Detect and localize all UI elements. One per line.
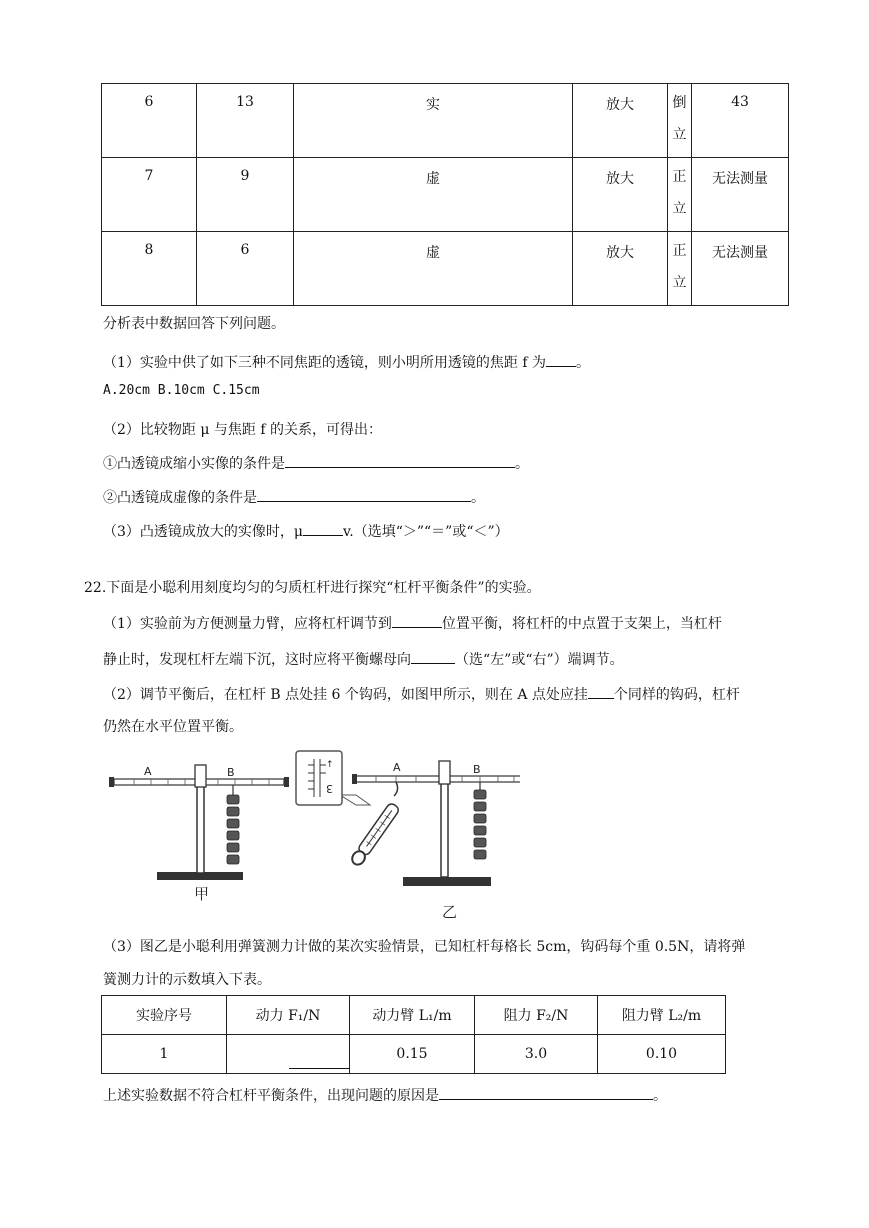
cell-orientation: 倒立 (668, 84, 692, 158)
cell-object-distance: 13 (197, 84, 294, 158)
cell-image-size: 放大 (573, 232, 668, 306)
q21-condition1-text: ①凸透镜成缩小实像的条件是 (103, 456, 285, 472)
cell-image-distance: 43 (692, 84, 789, 158)
q21-condition1 (103, 453, 529, 473)
header-cell: 阻力臂 L₂/m (598, 996, 726, 1035)
q21-part1-text: （1）实验中供了如下三种不同焦距的透镜，则小明所用透镜的焦距 f 为 (103, 355, 546, 371)
q22-part1-text-a: （1）实验前为方便测量力臂，应将杠杆调节到 (103, 616, 392, 632)
answer-blank[interactable] (392, 613, 442, 628)
cell-image-nature: 虚 (294, 232, 573, 306)
point-a-label: A (144, 765, 152, 778)
header-cell: 动力 F₁/N (227, 996, 350, 1035)
stand-pole (197, 773, 204, 873)
q21-part3 (103, 521, 509, 541)
inset-number: 3 (326, 782, 333, 795)
balance-nut-right (284, 777, 289, 787)
q22-part2-text-b: 个同样的钩码，杠杆 (613, 687, 740, 703)
table-row (102, 232, 789, 306)
pivot (439, 761, 450, 784)
header-cell: 阻力 F₂/N (475, 996, 598, 1035)
q22-part1-line2 (103, 649, 624, 669)
lens-data-table (101, 83, 789, 306)
q22-conclusion-text: 上述实验数据不符合杠杆平衡条件，出现问题的原因是 (103, 1088, 439, 1104)
answer-blank[interactable] (588, 684, 614, 699)
cell-index: 8 (102, 232, 197, 306)
answer-blank[interactable] (257, 487, 471, 502)
cell-image-nature: 虚 (294, 158, 573, 232)
q21-part1 (103, 352, 590, 372)
lever-setup-yi (296, 751, 520, 921)
point-b-label: B (227, 766, 235, 779)
lever-setup-jia (109, 765, 289, 903)
cell-index: 7 (102, 158, 197, 232)
q21-condition2-text: ②凸透镜成虚像的条件是 (103, 490, 257, 506)
table-row (102, 158, 789, 232)
cell-force-blank[interactable] (227, 1035, 350, 1074)
q22-part3-line2: 簧测力计的示数填入下表。 (103, 972, 271, 988)
figure-label-jia: 甲 (194, 885, 210, 903)
table-row (102, 1035, 726, 1074)
q21-condition1-end: 。 (515, 456, 529, 472)
cell-image-nature: 实 (294, 84, 573, 158)
q21-options: A.20cm B.10cm C.15cm (103, 383, 260, 398)
cell-index: 6 (102, 84, 197, 158)
q22-part1-line1 (103, 613, 722, 633)
q22-part1-text-b: 位置平衡，将杠杆的中点置于支架上，当杠杆 (441, 616, 722, 632)
cell-trial: 1 (102, 1035, 227, 1074)
lever-figure (100, 745, 520, 925)
cell-object-distance: 6 (197, 232, 294, 306)
q21-intro: 分析表中数据回答下列问题。 (103, 316, 285, 332)
answer-blank[interactable] (439, 1085, 653, 1100)
point-a-label: A (393, 761, 401, 774)
header-cell: 实验序号 (102, 996, 227, 1035)
answer-blank[interactable] (303, 521, 343, 536)
q21-part2: （2）比较物距 μ 与焦距 f 的关系，可得出： (103, 422, 382, 438)
q22-part2-text-a: （2）调节平衡后，在杠杆 B 点处挂 6 个钩码，如图甲所示，则在 A 点处应挂 (103, 687, 588, 703)
q22-part1-text-d: （选“左”或“右”）端调节。 (455, 652, 624, 668)
figure-label-yi: 乙 (442, 903, 458, 921)
q21-condition2 (103, 487, 485, 507)
q21-condition2-end: 。 (471, 490, 485, 506)
q21-part1-end: 。 (576, 355, 590, 371)
cell-image-distance: 无法测量 (692, 232, 789, 306)
hook-weights (227, 795, 239, 864)
header-cell: 动力臂 L₁/m (350, 996, 475, 1035)
point-b-label: B (473, 763, 481, 776)
q22-part2-line2: 仍然在水平位置平衡。 (103, 719, 243, 735)
cell-image-size: 放大 (573, 84, 668, 158)
svg-text:↑: ↑ (326, 760, 334, 770)
q22-conclusion (103, 1085, 667, 1105)
cell-orientation: 正立 (668, 232, 692, 306)
answer-blank[interactable] (546, 352, 576, 367)
answer-blank[interactable] (411, 649, 455, 664)
lever-data-table (101, 995, 726, 1074)
cell-force2: 3.0 (475, 1035, 598, 1074)
q22-part1-text-c: 静止时，发现杠杆左端下沉，这时应将平衡螺母向 (103, 652, 411, 668)
cell-orientation: 正立 (668, 158, 692, 232)
table-header-row (102, 996, 726, 1035)
q21-part3-end: v.（选填“＞”“＝”或“＜”） (343, 524, 509, 540)
lever-bar (356, 776, 520, 782)
q22-part2-line1 (103, 684, 740, 704)
q22-conclusion-end: 。 (653, 1088, 667, 1104)
cell-image-size: 放大 (573, 158, 668, 232)
answer-blank[interactable] (285, 453, 515, 468)
hook-weights (474, 790, 486, 859)
q22-title: 22.下面是小聪利用刻度均匀的匀质杠杆进行探究“杠杆平衡条件”的实验。 (84, 580, 541, 596)
answer-blank[interactable] (289, 1054, 349, 1069)
cell-arm2: 0.10 (598, 1035, 726, 1074)
stand-pole (441, 771, 448, 877)
cell-image-distance: 无法测量 (692, 158, 789, 232)
q22-part3-line1: （3）图乙是小聪利用弹簧测力计做的某次实验情景，已知杠杆每格长 5cm，钩码每个重 0.5N，请将弹 (103, 939, 746, 955)
stand-base (403, 877, 491, 886)
pivot (195, 765, 206, 787)
balance-nut-left (109, 777, 114, 787)
q21-part3-text: （3）凸透镜成放大的实像时，μ (103, 524, 304, 540)
cell-object-distance: 9 (197, 158, 294, 232)
cell-arm1: 0.15 (350, 1035, 475, 1074)
table-row (102, 84, 789, 158)
spring-scale (350, 802, 401, 867)
balance-nut-left (352, 774, 357, 784)
